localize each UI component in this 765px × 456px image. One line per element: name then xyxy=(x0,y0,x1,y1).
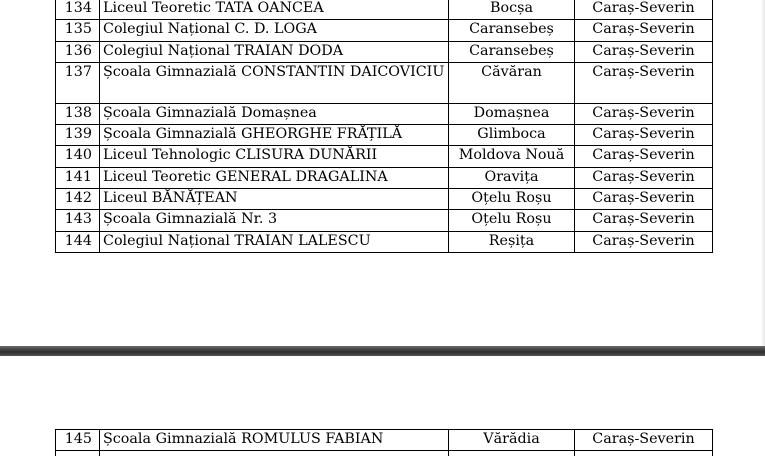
school-locality: Vărădia xyxy=(449,430,575,451)
school-name: Școala Gimnazială Domașnea xyxy=(100,103,449,124)
school-county: Caraș-Severin xyxy=(575,146,713,167)
school-locality: Oravița xyxy=(449,167,575,188)
school-locality: Bocșa xyxy=(449,0,575,20)
school-name: Colegiul Național C. D. LOGA xyxy=(100,20,449,41)
table-row xyxy=(56,125,713,146)
school-locality: Domașnea xyxy=(449,103,575,124)
school-county: Caraș-Severin xyxy=(575,103,713,124)
table-row xyxy=(56,62,713,103)
schools-table-top xyxy=(55,0,713,253)
table-row xyxy=(56,41,713,62)
school-locality: Căvăran xyxy=(449,62,575,103)
page-break-separator xyxy=(0,346,765,356)
row-number: 142 xyxy=(56,189,100,210)
school-county: Caraș-Severin xyxy=(575,125,713,146)
school-name xyxy=(100,451,449,456)
school-locality: Caransebeș xyxy=(449,20,575,41)
school-county: Caraș-Severin xyxy=(575,0,713,20)
school-county: Caraș-Severin xyxy=(575,430,713,451)
row-number: 141 xyxy=(56,167,100,188)
school-name: Liceul Tehnologic CLISURA DUNĂRII xyxy=(100,146,449,167)
school-county: Caraș-Severin xyxy=(575,210,713,231)
school-name: Colegiul Național TRAIAN DODA xyxy=(100,41,449,62)
row-number: 135 xyxy=(56,20,100,41)
row-number: 144 xyxy=(56,231,100,252)
table-row xyxy=(56,167,713,188)
school-locality: Moldova Nouă xyxy=(449,146,575,167)
school-locality: Caransebeș xyxy=(449,41,575,62)
school-name: Liceul BĂNĂȚEAN xyxy=(100,189,449,210)
row-number: 138 xyxy=(56,103,100,124)
row-number: 143 xyxy=(56,210,100,231)
row-number: 145 xyxy=(56,430,100,451)
school-name: Școala Gimnazială Nr. 3 xyxy=(100,210,449,231)
school-county: Caraș-Severin xyxy=(575,189,713,210)
schools-table-bottom xyxy=(55,429,713,456)
school-locality: Reșița xyxy=(449,231,575,252)
school-name: Liceul Teoretic TATA OANCEA xyxy=(100,0,449,20)
table-row xyxy=(56,103,713,124)
school-locality: Oțelu Roșu xyxy=(449,210,575,231)
table-row xyxy=(56,231,713,252)
school-locality: Glimboca xyxy=(449,125,575,146)
school-county: Caraș-Severin xyxy=(575,20,713,41)
table-row xyxy=(56,0,713,20)
school-name: Liceul Teoretic GENERAL DRAGALINA xyxy=(100,167,449,188)
school-name: Școala Gimnazială ROMULUS FABIAN xyxy=(100,430,449,451)
school-name: Școala Gimnazială CONSTANTIN DAICOVICIU xyxy=(100,62,449,103)
row-number: 134 xyxy=(56,0,100,20)
table-row xyxy=(56,451,713,456)
row-number xyxy=(56,451,100,456)
school-county: Caraș-Severin xyxy=(575,41,713,62)
school-county: Caraș-Severin xyxy=(575,167,713,188)
school-name: Școala Gimnazială GHEORGHE FRĂȚILĂ xyxy=(100,125,449,146)
row-number: 140 xyxy=(56,146,100,167)
table-row xyxy=(56,20,713,41)
school-county: Caraș-Severin xyxy=(575,231,713,252)
school-locality xyxy=(449,451,575,456)
table-row xyxy=(56,430,713,451)
table-row xyxy=(56,189,713,210)
school-locality: Oțelu Roșu xyxy=(449,189,575,210)
table-row xyxy=(56,210,713,231)
row-number: 137 xyxy=(56,62,100,103)
row-number: 139 xyxy=(56,125,100,146)
school-name: Colegiul Național TRAIAN LALESCU xyxy=(100,231,449,252)
school-county: Caraș-Severin xyxy=(575,62,713,103)
school-county xyxy=(575,451,713,456)
table-row xyxy=(56,146,713,167)
row-number: 136 xyxy=(56,41,100,62)
